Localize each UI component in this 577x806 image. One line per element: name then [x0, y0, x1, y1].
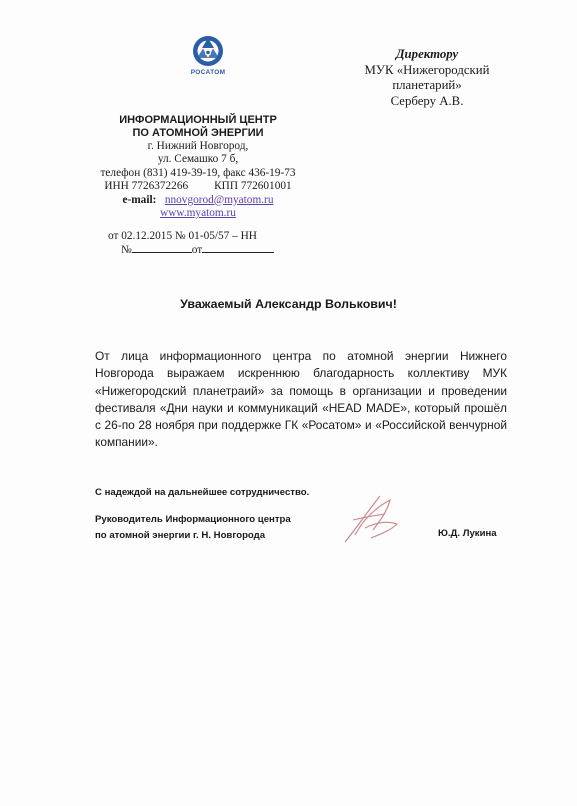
handwritten-signature — [335, 490, 410, 550]
sender-street: ул. Семашко 7 б, — [157, 153, 239, 166]
rosatom-atom-icon — [191, 34, 225, 68]
incoming-date-blank — [202, 243, 274, 253]
sender-phone: телефон (831) 419-39-19, факс 436-19-73 — [100, 166, 296, 179]
signer-title-line2: по атомной энергии г. Н. Новгорода — [95, 530, 266, 541]
sender-city: г. Нижний Новгород, — [147, 140, 249, 152]
email-label: e-mail: — [122, 193, 157, 206]
addressee-line3: Серберу А.В. — [390, 93, 464, 108]
sender-inn: ИНН 7726372266 — [104, 180, 189, 193]
email-row — [78, 194, 318, 207]
email-link[interactable]: nnovgorod@myatom.ru — [164, 193, 274, 206]
incoming-reference — [121, 243, 274, 256]
org-name-line1: ИНФОРМАЦИОННЫЙ ЦЕНТР — [119, 114, 277, 126]
signer-name: Ю.Д. Лукина — [438, 528, 497, 539]
closing-line: С надеждой на дальнейшее сотрудничество. — [95, 487, 310, 498]
incoming-from-label: от — [191, 244, 203, 256]
rosatom-logo — [180, 34, 236, 94]
outgoing-reference: от 02.12.2015 № 01-05/57 – НН — [108, 230, 257, 242]
signer-title — [95, 512, 291, 544]
addressee-line2: планетарий» — [392, 78, 462, 92]
letter-body: От лица информационного центра по атомной энергии Нижнего Новгорода выражаем искреннюю благодарность коллективу МУК «Нижегородский планетраий» за помощь в организации и проведении фестиваля «Дни науки и коммуникаций «HEAD MADE», который прошёл с 26-по 28 ноября при поддержке ГК «Росатом» и «Российской венчурной компании». — [95, 349, 507, 450]
signer-title-line1: Руководитель Информационного центра — [95, 514, 291, 525]
org-name-line2: ПО АТОМНОЙ ЭНЕРГИИ — [132, 127, 264, 139]
addressee-block — [352, 47, 502, 109]
addressee-line1: МУК «Нижегородский — [364, 62, 490, 77]
addressee-title: Директору — [395, 47, 459, 61]
sender-kpp: КПП 772601001 — [214, 180, 292, 193]
logo-caption: РОСАТОМ — [190, 69, 226, 76]
website-link[interactable]: www.myatom.ru — [160, 207, 236, 220]
incoming-no-label: № — [121, 244, 132, 256]
greeting: Уважаемый Александр Волькович! — [180, 297, 397, 311]
website-row — [78, 207, 318, 220]
inn-kpp-row — [78, 180, 318, 193]
sender-block — [78, 114, 318, 220]
incoming-no-blank — [132, 243, 192, 253]
